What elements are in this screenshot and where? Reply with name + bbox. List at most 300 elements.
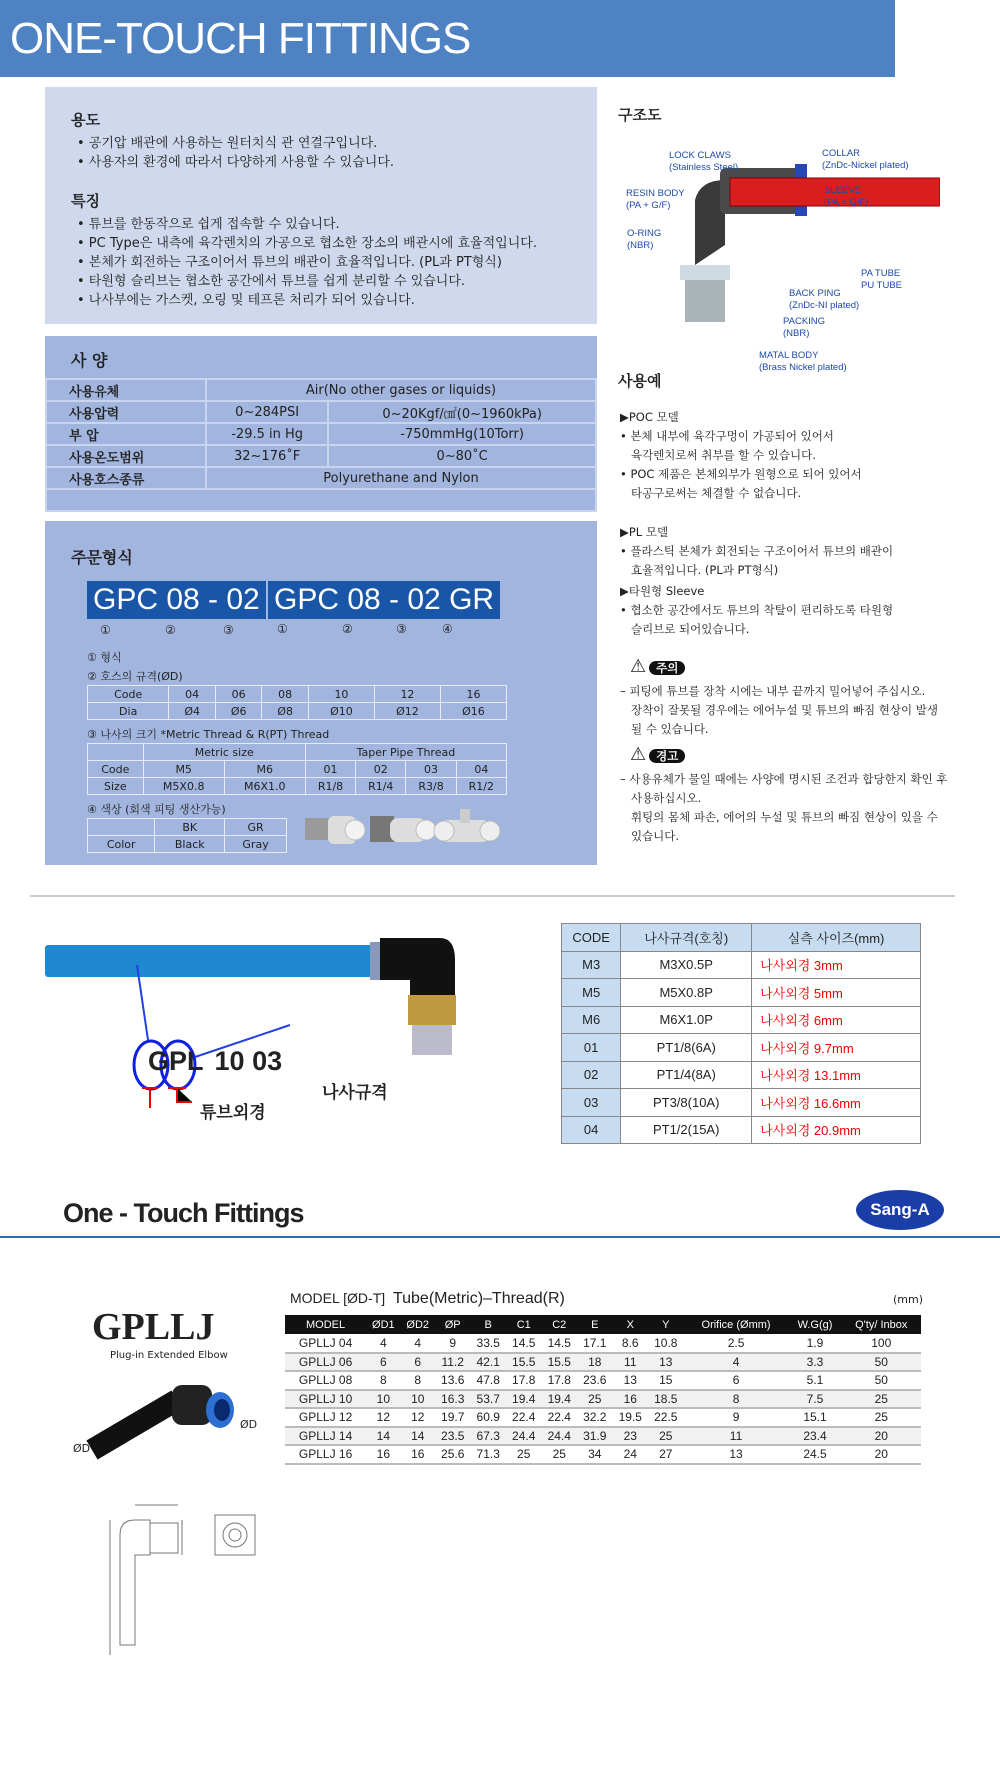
table-cell: 12 [366,1408,400,1427]
feature-item: • 본체가 회전하는 구조이어서 튜브의 배관이 효율적입니다. (PL과 PT형식) [77,255,502,270]
usage-title: 용도 [71,111,100,129]
table-cell: 15.5 [506,1353,542,1372]
label-lock-claws: LOCK CLAWS (Stainless Steel) [669,150,739,173]
table-row [285,1371,921,1390]
table-cell: 10 [308,686,374,703]
column-header: ØD2 [401,1315,435,1334]
table-cell: M5 [562,979,621,1007]
usage-item: • 사용자의 환경에 따라서 다양하게 사용할 수 있습니다. [77,155,395,170]
table-cell: GR [225,819,287,836]
table-cell: 19.5 [613,1408,649,1427]
poc-line: • POC 제품은 본체외부가 원형으로 되어 있어서 [620,467,862,481]
dia-table [87,685,507,720]
order-type-label: ① 형식 [87,651,122,664]
caution-line: – 피팅에 튜브를 장착 시에는 내부 끝까지 밀어넣어 주십시오. [620,684,926,698]
table-cell: 나사외경 20.9mm [752,1116,921,1144]
table-cell: 20 [842,1427,922,1446]
table-cell: Dia [88,703,169,720]
spec-row [46,379,596,401]
table-cell: 8 [366,1371,400,1390]
table-cell: M6 [562,1006,621,1034]
table-cell: 12 [401,1408,435,1427]
table-cell: 6 [684,1371,789,1390]
warning-line: 휘팅의 몸체 파손, 에어의 누설 및 튜브의 빠짐 현상이 있을 수 [620,810,938,824]
table-cell: 32.2 [577,1408,613,1427]
example-warning [620,745,947,846]
table-cell: 22.4 [541,1408,577,1427]
table-cell: GPLLJ 10 [285,1390,366,1409]
table-cell: R3/8 [406,778,456,795]
table-cell: 16.3 [435,1390,471,1409]
order-color-label: ④ 색상 (회색 피팅 생산가능) [87,803,226,816]
table-row [562,1034,921,1062]
table-cell: PT1/2(15A) [621,1116,752,1144]
table-row [88,836,287,853]
table-cell [88,744,144,761]
page-header [0,0,895,77]
od-label: ØD [240,1418,258,1431]
example-poc [620,408,947,503]
num: ① [100,623,111,637]
unit-label: (mm) [893,1293,924,1306]
table-cell: GPLLJ 04 [285,1334,366,1353]
order-code-2: GPC 08 - 02 GR [268,581,500,619]
table-cell: 18.5 [648,1390,684,1409]
table-cell: 03 [406,761,456,778]
features-title: 특징 [71,192,100,210]
label-o-ring: O-RING (NBR) [627,228,662,251]
table-cell: 22.5 [648,1408,684,1427]
table-cell: 50 [842,1371,922,1390]
table-cell: 8 [684,1390,789,1409]
table-row [285,1427,921,1446]
caution-line: 될 수 있습니다. [620,722,709,736]
table-cell: 2.5 [684,1334,789,1353]
table-cell: 100 [842,1334,922,1353]
table-cell: 25 [842,1408,922,1427]
table-row [562,1089,921,1117]
table-cell: 8.6 [613,1334,649,1353]
table-cell: 나사외경 5mm [752,979,921,1007]
spec-row [46,401,596,423]
table-cell: 16 [366,1445,400,1464]
dimension-drawing [90,1495,280,1660]
table-cell: 18 [577,1353,613,1372]
warning-badge: 경고 [649,749,685,763]
table-row [285,1353,921,1372]
label-sleeve: SLEEVE (PA + G/F) [824,185,869,208]
section-title: One - Touch Fittings [63,1198,304,1228]
warning-line: 있습니다. [620,829,680,843]
table-cell: 23.6 [577,1371,613,1390]
table-cell: 06 [215,686,262,703]
table-cell: Ø4 [169,703,216,720]
table-row [88,703,507,720]
table-cell: CODE [562,924,621,952]
spec-key: 사용압력 [46,401,206,423]
table-cell: 나사외경 9.7mm [752,1034,921,1062]
table-cell: BK [155,819,225,836]
table-cell: 25 [648,1427,684,1446]
table-cell: 나사외경 3mm [752,951,921,979]
order-title: 주문형식 [71,548,133,567]
warning-triangle-icon: ⚠ [630,656,647,677]
sl-title: ▶타원형 Sleeve [620,584,705,598]
spec-value: 0~80˚C [328,445,596,467]
table-cell: 6 [366,1353,400,1372]
table-cell: GPLLJ 06 [285,1353,366,1372]
column-header: X [613,1315,649,1334]
spec-row [46,467,596,489]
table-cell: M5X0.8P [621,979,752,1007]
sl-line: 슬리브로 되어있습니다. [620,622,750,636]
order-box [45,521,597,865]
num: ② [342,622,353,636]
table-cell: 15.5 [541,1353,577,1372]
num: ③ [396,622,407,636]
table-row [562,924,921,952]
table-cell: 실측 사이즈(mm) [752,924,921,952]
column-header: C1 [506,1315,542,1334]
table-cell: 53.7 [470,1390,506,1409]
poc-line: 육각렌치로써 취부를 할 수 있습니다. [620,448,816,462]
table-cell: 04 [562,1116,621,1144]
column-header: W.G(g) [789,1315,842,1334]
table-cell: 11 [684,1427,789,1446]
table-cell: 8 [401,1371,435,1390]
column-header: Q'ty/ Inbox [842,1315,922,1334]
table-cell: Black [155,836,225,853]
spec-row-empty [46,489,596,511]
num: ④ [442,622,453,636]
table-cell: 나사외경 16.6mm [752,1089,921,1117]
column-header: E [577,1315,613,1334]
feature-item: • 튜브를 한동작으로 쉽게 접속할 수 있습니다. [77,217,340,232]
table-cell: 14.5 [541,1334,577,1353]
table-cell: M5 [143,761,224,778]
table-cell: 25 [506,1445,542,1464]
table-cell: 6 [401,1353,435,1372]
table-cell: 16 [613,1390,649,1409]
spec-key: 사용호스종류 [46,467,206,489]
table-cell: 23.4 [789,1427,842,1446]
warning-header [630,745,947,766]
table-cell: 14.5 [506,1334,542,1353]
thread-spec-label: 나사규격 [322,1083,388,1103]
spec-key: 부 압 [46,423,206,445]
table-cell: 11 [613,1353,649,1372]
table-cell: Ø12 [374,703,440,720]
table-cell: 9 [435,1334,471,1353]
spec-key: 사용유체 [46,379,206,401]
table-cell: Color [88,836,155,853]
spec-value: 0~284PSI [206,401,328,423]
table-row [562,1006,921,1034]
feature-item: • PC Type은 내측에 육각렌치의 가공으로 협소한 장소의 배관시에 효율적입니다. [77,236,537,251]
order-code-1: GPC 08 - 02 [87,581,266,619]
spec-value: -750mmHg(10Torr) [328,423,596,445]
table-cell: 60.9 [470,1408,506,1427]
label-back-ping: BACK PING (ZnDc-NI plated) [789,288,860,311]
example-sl [620,582,947,639]
table-cell: Ø8 [262,703,309,720]
column-header: ØD1 [366,1315,400,1334]
table-cell: 20 [842,1445,922,1464]
table-cell: 24.5 [789,1445,842,1464]
feature-item: • 나사부에는 가스켓, 오링 및 테프론 처리가 되어 있습니다. [77,293,415,308]
structure-title: 구조도 [618,106,662,124]
table-row [88,819,287,836]
product-photo [72,1370,262,1460]
table-cell: 47.8 [470,1371,506,1390]
table-cell: 02 [356,761,406,778]
table-cell: 14 [401,1427,435,1446]
tube-od-label: 튜브외경 [200,1103,266,1123]
table-cell: 17.8 [506,1371,542,1390]
order-thread-label: ③ 나사의 크기 *Metric Thread & R(PT) Thread [87,728,330,741]
table-row [285,1390,921,1409]
table-cell: R1/2 [456,778,506,795]
table-cell: 02 [562,1061,621,1089]
spec-title: 사 양 [71,351,108,370]
table-cell: 19.4 [506,1390,542,1409]
table-cell: 12 [374,686,440,703]
color-table [87,818,287,853]
table-cell: Ø10 [308,703,374,720]
warning-line: – 사용유체가 물일 때에는 사양에 명시된 조건과 합당한지 확인 후 [620,772,948,786]
table-cell: 24 [613,1445,649,1464]
gpl-fitting-photo [40,920,500,1150]
sl-line: • 협소한 공간에서도 튜브의 착탈이 편리하도록 타원형 [620,603,894,617]
table-cell: GPLLJ 08 [285,1371,366,1390]
table-cell: R1/4 [356,778,406,795]
table-cell: 5.1 [789,1371,842,1390]
order-hose-label: ② 호스의 규격(ØD) [87,670,183,683]
column-header: Orifice (Ømm) [684,1315,789,1334]
table-cell: Ø6 [215,703,262,720]
table-cell: 10 [401,1390,435,1409]
table-cell: 17.1 [577,1334,613,1353]
column-header: B [470,1315,506,1334]
table-cell: 4 [684,1353,789,1372]
table-cell: 71.3 [470,1445,506,1464]
table-cell: GPLLJ 14 [285,1427,366,1446]
table-row [88,744,507,761]
spec-row [46,423,596,445]
usage-features-box [45,87,597,324]
spec-row [46,445,596,467]
table-cell: 24.4 [506,1427,542,1446]
label-collar: COLLAR (ZnDc-Nickel plated) [822,148,909,171]
column-header: Y [648,1315,684,1334]
table-cell: Metric size [143,744,305,761]
table-cell: Code [88,686,169,703]
table-row [562,951,921,979]
table-cell: 15 [648,1371,684,1390]
table-cell: GPLLJ 12 [285,1408,366,1427]
fittings-photo [300,806,500,856]
num: ① [277,622,288,636]
table-cell: 23 [613,1427,649,1446]
spec-value: 32~176˚F [206,445,328,467]
warning-triangle-icon: ⚠ [630,744,647,765]
table-cell: 10.8 [648,1334,684,1353]
table-cell: PT1/4(8A) [621,1061,752,1089]
table-cell: R1/8 [305,778,355,795]
example-pl [620,523,947,580]
spec-value: Air(No other gases or liquids) [206,379,596,401]
table-cell: 13.6 [435,1371,471,1390]
table-cell: 나사외경 13.1mm [752,1061,921,1089]
poc-title: ▶POC 모델 [620,410,679,424]
table-cell: Gray [225,836,287,853]
spec-value: 0~20Kgf/㎠(0~1960kPa) [328,401,596,423]
table-cell: M5X0.8 [143,778,224,795]
caution-header [630,657,947,678]
table-cell: 22.4 [506,1408,542,1427]
spec-value: Polyurethane and Nylon [206,467,596,489]
table-cell: M6X1.0 [224,778,305,795]
table-cell: PT1/8(6A) [621,1034,752,1062]
spec-box [45,336,597,510]
gpllj-spec-table [285,1315,921,1465]
table-cell: 나사외경 6mm [752,1006,921,1034]
spec-key: 사용온도범위 [46,445,206,467]
table-row [562,1116,921,1144]
structure-diagram [620,140,940,370]
table-cell: 19.7 [435,1408,471,1427]
table-cell: 4 [366,1334,400,1353]
column-header: ØP [435,1315,471,1334]
table-cell: 04 [456,761,506,778]
table-cell [88,819,155,836]
table-cell: 01 [562,1034,621,1062]
table-cell: 13 [613,1371,649,1390]
table-cell: 11.2 [435,1353,471,1372]
table-cell: 23.5 [435,1427,471,1446]
table-cell: 25.6 [435,1445,471,1464]
table-cell: 17.8 [541,1371,577,1390]
table-cell: 50 [842,1353,922,1372]
table-cell: 25 [842,1390,922,1409]
table-cell: M6X1.0P [621,1006,752,1034]
table-cell: 3.3 [789,1353,842,1372]
table-cell: 08 [262,686,309,703]
feature-item: • 타원형 슬리브는 협소한 공간에서 튜브를 쉽게 분리할 수 있습니다. [77,274,466,289]
table-cell: 03 [562,1089,621,1117]
pl-line: • 플라스틱 본체가 회전되는 구조이어서 튜브의 배관이 [620,544,894,558]
thread-table [87,743,507,795]
caution-line: 장착이 잘못될 경우에는 에어누설 및 튜브의 빠짐 현상이 발생 [620,703,938,717]
table-cell: 13 [648,1353,684,1372]
product-name: GPLLJ [92,1306,215,1348]
table-cell: 16 [401,1445,435,1464]
table-row [88,778,507,795]
table-cell: M3X0.5P [621,951,752,979]
table-cell: 13 [684,1445,789,1464]
table-cell: 7.5 [789,1390,842,1409]
label-packing: PACKING (NBR) [783,316,826,339]
usage-item: • 공기압 배관에 사용하는 원터치식 관 연결구입니다. [77,136,378,151]
table-cell: 04 [169,686,216,703]
table-cell: 1.9 [789,1334,842,1353]
table-cell: 25 [541,1445,577,1464]
table-cell: 25 [577,1390,613,1409]
table-row [285,1445,921,1464]
table-cell: 16 [440,686,506,703]
table-cell: Code [88,761,144,778]
model-caption: MODEL [ØD-T] Tube(Metric)–Thread(R) [290,1290,565,1307]
table-row [562,979,921,1007]
table-cell: 4 [401,1334,435,1353]
column-header: MODEL [285,1315,366,1334]
caution-badge: 주의 [649,661,685,675]
empty-cell [46,489,596,511]
pl-title: ▶PL 모델 [620,525,669,539]
label-metal-body: MATAL BODY (Brass Nickel plated) [759,350,847,373]
label-tube: PA TUBE PU TUBE [861,268,903,291]
table-cell: 67.3 [470,1427,506,1446]
od-label: ØD [73,1442,91,1455]
divider [30,895,955,897]
table-cell: M6 [224,761,305,778]
examples-title: 사용예 [618,372,662,390]
table-row [88,686,507,703]
table-cell: 24.4 [541,1427,577,1446]
thread-code-table [561,923,921,1144]
product-subtitle: Plug-in Extended Elbow [110,1350,228,1361]
spec-value: -29.5 in Hg [206,423,328,445]
table-cell: 10 [366,1390,400,1409]
sang-a-logo: Sang-A [856,1190,944,1230]
table-cell: 34 [577,1445,613,1464]
table-cell: Size [88,778,144,795]
num: ③ [223,623,234,637]
table-cell: Taper Pipe Thread [305,744,506,761]
pl-line: 효율적입니다. (PL과 PT형식) [620,563,779,577]
num: ② [165,623,176,637]
table-cell: 01 [305,761,355,778]
table-row [562,1061,921,1089]
warning-line: 사용하십시오. [620,791,702,805]
column-header: C2 [541,1315,577,1334]
poc-line: 타공구로써는 체결할 수 없습니다. [620,486,802,500]
spec-table [45,378,597,512]
poc-line: • 본체 내부에 육각구멍이 가공되어 있어서 [620,429,834,443]
table-cell: 9 [684,1408,789,1427]
label-resin-body: RESIN BODY (PA + G/F) [626,188,685,211]
table-cell: GPLLJ 16 [285,1445,366,1464]
table-cell: 31.9 [577,1427,613,1446]
table-cell: M3 [562,951,621,979]
gpl-code: GPL 10 03 [148,1046,283,1076]
table-cell: PT3/8(10A) [621,1089,752,1117]
table-cell: 나사규격(호칭) [621,924,752,952]
page-title: ONE-TOUCH FITTINGS [10,14,471,63]
table-cell: 42.1 [470,1353,506,1372]
table-cell: 14 [366,1427,400,1446]
example-caution [620,657,947,739]
table-cell: Ø16 [440,703,506,720]
table-cell: 27 [648,1445,684,1464]
table-row [285,1408,921,1427]
table-cell: 19.4 [541,1390,577,1409]
table-row [285,1334,921,1353]
table-cell: 33.5 [470,1334,506,1353]
table-row [88,761,507,778]
section-rule [0,1236,1000,1238]
table-cell: 15.1 [789,1408,842,1427]
